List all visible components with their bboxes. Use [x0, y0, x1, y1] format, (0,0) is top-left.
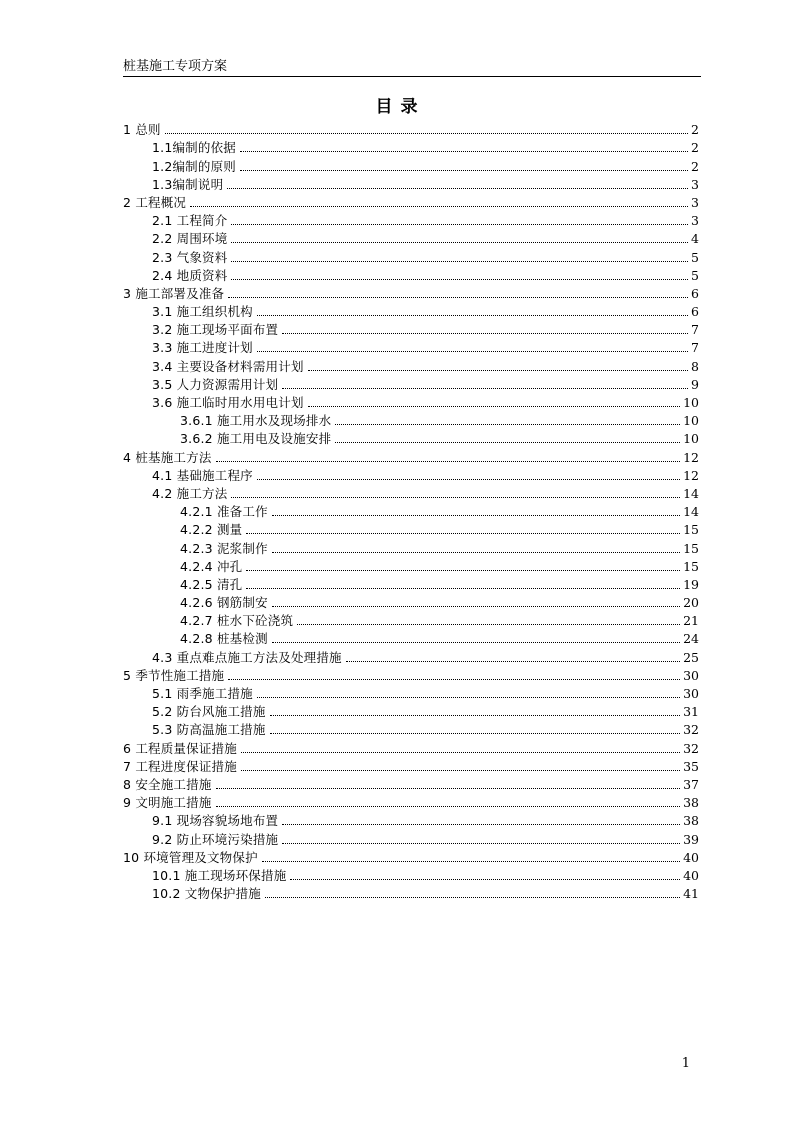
- toc-entry-page: 35: [683, 758, 699, 774]
- toc-entry[interactable]: [123, 355, 699, 373]
- toc-dot-leader: [190, 205, 688, 207]
- toc-entry-page: 14: [683, 485, 699, 501]
- toc-entry[interactable]: [123, 246, 699, 264]
- toc-entry-label: 4.2.5 清孔: [180, 576, 243, 592]
- document-title: 桩基施工专项方案: [123, 59, 228, 74]
- toc-dot-leader: [246, 569, 680, 571]
- toc-dot-leader: [270, 732, 681, 734]
- toc-entry[interactable]: [123, 665, 699, 683]
- toc-entry[interactable]: [123, 155, 699, 173]
- toc-entry-page: 12: [683, 449, 699, 465]
- toc-entry[interactable]: [123, 192, 699, 210]
- toc-entry-label: 5.2 防台风施工措施: [152, 704, 266, 720]
- toc-entry[interactable]: [123, 501, 699, 519]
- toc-entry-page: 6: [691, 285, 699, 301]
- toc-dot-leader: [282, 387, 688, 389]
- toc-dot-leader: [240, 150, 688, 152]
- toc-entry[interactable]: [123, 847, 699, 865]
- toc-entry-page: 38: [683, 795, 699, 811]
- toc-entry-label: 10.1 施工现场环保措施: [152, 867, 287, 883]
- page-number: 1: [681, 1056, 690, 1071]
- toc-entry-page: 40: [683, 849, 699, 865]
- toc-entry-page: 10: [683, 395, 699, 410]
- toc-entry-page: 37: [683, 776, 699, 792]
- toc-entry-label: 4.2.8 桩基检测: [180, 631, 268, 647]
- toc-entry-page: 2: [691, 140, 699, 156]
- toc-entry[interactable]: [123, 756, 699, 774]
- toc-entry-page: 21: [683, 613, 699, 629]
- toc-dot-leader: [297, 623, 680, 625]
- toc-dot-leader: [282, 823, 680, 825]
- toc-dot-leader: [246, 587, 680, 589]
- toc-dot-leader: [231, 278, 688, 280]
- toc-entry[interactable]: [123, 628, 699, 646]
- toc-entry[interactable]: [123, 392, 699, 410]
- toc-entry[interactable]: [123, 428, 699, 446]
- toc-entry-label: 8 安全施工措施: [123, 776, 212, 792]
- toc-dot-leader: [265, 896, 680, 898]
- toc-entry[interactable]: [123, 865, 699, 883]
- toc-entry-page: 15: [683, 558, 699, 574]
- toc-entry-page: 41: [683, 886, 699, 902]
- toc-entry-page: 10: [683, 413, 699, 429]
- toc-dot-leader: [246, 532, 680, 534]
- toc-entry-label: 4.2 施工方法: [152, 485, 228, 501]
- toc-entry-label: 10.2 文物保护措施: [152, 886, 262, 902]
- toc-entry-label: 2.4 地质资料: [152, 267, 228, 283]
- toc-entry-label: 3.2 施工现场平面布置: [152, 322, 279, 338]
- toc-entry[interactable]: [123, 228, 699, 246]
- toc-entry[interactable]: [123, 337, 699, 355]
- toc-entry[interactable]: [123, 301, 699, 319]
- toc-entry[interactable]: [123, 719, 699, 737]
- toc-entry-page: 14: [683, 504, 699, 520]
- toc-entry[interactable]: [123, 701, 699, 719]
- toc-dot-leader: [282, 332, 688, 334]
- toc-entry[interactable]: [123, 519, 699, 537]
- toc-entry-label: 2 工程概况: [123, 194, 187, 210]
- toc-dot-leader: [290, 878, 680, 880]
- toc-dot-leader: [165, 132, 688, 134]
- toc-dot-leader: [262, 860, 680, 862]
- toc-entry-label: 4.2.1 准备工作: [180, 504, 268, 520]
- toc-dot-leader: [346, 660, 680, 662]
- toc-entry[interactable]: [123, 683, 699, 701]
- toc-entry[interactable]: [123, 737, 699, 755]
- toc-entry-page: 15: [683, 540, 699, 556]
- toc-dot-leader: [228, 678, 680, 680]
- toc-dot-leader: [216, 787, 681, 789]
- toc-entry-label: 1.2编制的原则: [152, 158, 236, 174]
- toc-entry[interactable]: [123, 646, 699, 664]
- toc-entry-page: 31: [683, 704, 699, 720]
- toc-entry-page: 20: [683, 595, 699, 611]
- toc-entry[interactable]: [123, 265, 699, 283]
- toc-entry-label: 4.2.6 钢筋制安: [180, 595, 268, 611]
- toc-entry-page: 12: [683, 467, 699, 483]
- toc-dot-leader: [231, 260, 688, 262]
- toc-entry-page: 30: [683, 667, 699, 683]
- table-of-contents: [123, 119, 699, 901]
- toc-entry-page: 4: [691, 231, 699, 247]
- toc-dot-leader: [272, 514, 680, 516]
- toc-dot-leader: [272, 641, 680, 643]
- toc-dot-leader: [231, 241, 688, 243]
- toc-entry-label: 5.1 雨季施工措施: [152, 686, 253, 701]
- toc-entry-label: 4.2.7 桩水下砼浇筑: [180, 613, 294, 629]
- toc-entry[interactable]: [123, 465, 699, 483]
- toc-dot-leader: [270, 714, 681, 716]
- toc-dot-leader: [272, 551, 680, 553]
- toc-entry-label: 3 施工部署及准备: [123, 285, 225, 301]
- toc-entry-page: 40: [683, 867, 699, 883]
- toc-dot-leader: [227, 187, 688, 189]
- toc-dot-leader: [231, 223, 688, 225]
- toc-dot-leader: [228, 296, 688, 298]
- toc-entry-page: 6: [691, 304, 699, 320]
- toc-entry[interactable]: [123, 774, 699, 792]
- toc-dot-leader: [216, 805, 681, 807]
- toc-dot-leader: [335, 441, 680, 443]
- toc-entry-label: 4 桩基施工方法: [123, 449, 212, 465]
- toc-dot-leader: [257, 478, 680, 480]
- toc-entry-label: 5 季节性施工措施: [123, 667, 225, 683]
- toc-entry-label: 3.3 施工进度计划: [152, 340, 253, 356]
- toc-entry[interactable]: [123, 610, 699, 628]
- toc-entry-label: 9.1 现场容貌场地布置: [152, 813, 279, 829]
- toc-entry-page: 8: [691, 358, 699, 374]
- toc-entry[interactable]: [123, 319, 699, 337]
- toc-entry-page: 3: [691, 194, 699, 210]
- toc-entry-label: 1.1编制的依据: [152, 140, 236, 156]
- toc-entry-page: 38: [683, 813, 699, 829]
- toc-dot-leader: [335, 423, 680, 425]
- toc-entry[interactable]: [123, 119, 699, 137]
- running-header: [123, 59, 701, 77]
- toc-title: 目 录: [375, 97, 419, 117]
- toc-entry-page: 2: [691, 122, 699, 138]
- toc-entry-label: 4.2.3 泥浆制作: [180, 540, 268, 556]
- toc-entry-page: 32: [683, 722, 699, 738]
- toc-entry[interactable]: [123, 883, 699, 901]
- toc-dot-leader: [282, 842, 680, 844]
- toc-entry[interactable]: [123, 556, 699, 574]
- toc-entry[interactable]: [123, 210, 699, 228]
- toc-entry-label: 4.3 重点难点施工方法及处理措施: [152, 649, 342, 665]
- toc-entry-page: 5: [691, 267, 699, 283]
- toc-entry-label: 3.1 施工组织机构: [152, 304, 253, 320]
- toc-entry-label: 1.3编制说明: [152, 176, 224, 192]
- toc-entry-page: 7: [691, 340, 699, 356]
- toc-entry-label: 2.2 周围环境: [152, 231, 228, 247]
- toc-entry-label: 4.1 基础施工程序: [152, 467, 253, 483]
- toc-dot-leader: [308, 369, 688, 371]
- toc-entry[interactable]: [123, 174, 699, 192]
- toc-entry[interactable]: [123, 828, 699, 846]
- toc-entry-page: 25: [683, 649, 699, 665]
- toc-entry-page: 15: [683, 522, 699, 538]
- toc-dot-leader: [231, 496, 680, 498]
- toc-entry-label: 4.2.2 测量: [180, 522, 243, 538]
- toc-dot-leader: [257, 350, 688, 352]
- toc-entry-page: 3: [691, 213, 699, 229]
- toc-entry-label: 3.6 施工临时用水用电计划: [152, 395, 304, 410]
- toc-entry-page: 30: [683, 686, 699, 701]
- toc-entry[interactable]: [123, 574, 699, 592]
- toc-entry[interactable]: [123, 810, 699, 828]
- toc-dot-leader: [240, 169, 688, 171]
- toc-entry-page: 10: [683, 431, 699, 447]
- toc-entry-label: 3.6.2 施工用电及设施安排: [180, 431, 332, 447]
- toc-entry[interactable]: [123, 483, 699, 501]
- toc-entry-page: 9: [691, 376, 699, 392]
- toc-entry-label: 3.4 主要设备材料需用计划: [152, 358, 304, 374]
- toc-entry-label: 6 工程质量保证措施: [123, 740, 237, 756]
- toc-dot-leader: [241, 769, 680, 771]
- toc-entry[interactable]: [123, 283, 699, 301]
- toc-entry-label: 3.5 人力资源需用计划: [152, 376, 279, 392]
- toc-entry-page: 24: [683, 631, 699, 647]
- toc-entry[interactable]: [123, 137, 699, 155]
- toc-entry-page: 32: [683, 740, 699, 756]
- toc-entry-page: 5: [691, 249, 699, 265]
- toc-entry-page: 39: [683, 831, 699, 847]
- toc-entry-label: 5.3 防高温施工措施: [152, 722, 266, 738]
- toc-entry[interactable]: [123, 592, 699, 610]
- toc-dot-leader: [216, 460, 681, 462]
- toc-entry[interactable]: [123, 374, 699, 392]
- toc-entry-label: 9 文明施工措施: [123, 795, 212, 811]
- toc-entry-page: 7: [691, 322, 699, 338]
- toc-entry[interactable]: [123, 792, 699, 810]
- toc-dot-leader: [257, 314, 688, 316]
- toc-entry-label: 2.1 工程简介: [152, 213, 228, 229]
- toc-entry-page: 19: [683, 576, 699, 592]
- toc-dot-leader: [308, 405, 680, 407]
- toc-entry[interactable]: [123, 410, 699, 428]
- toc-entry-label: 7 工程进度保证措施: [123, 758, 237, 774]
- toc-entry-label: 1 总则: [123, 122, 161, 138]
- toc-entry-label: 2.3 气象资料: [152, 249, 228, 265]
- toc-entry-label: 3.6.1 施工用水及现场排水: [180, 413, 332, 429]
- toc-entry-label: 9.2 防止环境污染措施: [152, 831, 279, 847]
- toc-entry[interactable]: [123, 446, 699, 464]
- toc-entry-label: 4.2.4 冲孔: [180, 558, 243, 574]
- toc-dot-leader: [272, 605, 680, 607]
- toc-entry-label: 10 环境管理及文物保护: [123, 849, 258, 865]
- toc-entry-page: 3: [691, 176, 699, 192]
- toc-dot-leader: [257, 696, 680, 698]
- toc-dot-leader: [241, 751, 680, 753]
- toc-entry-page: 2: [691, 158, 699, 174]
- toc-entry[interactable]: [123, 537, 699, 555]
